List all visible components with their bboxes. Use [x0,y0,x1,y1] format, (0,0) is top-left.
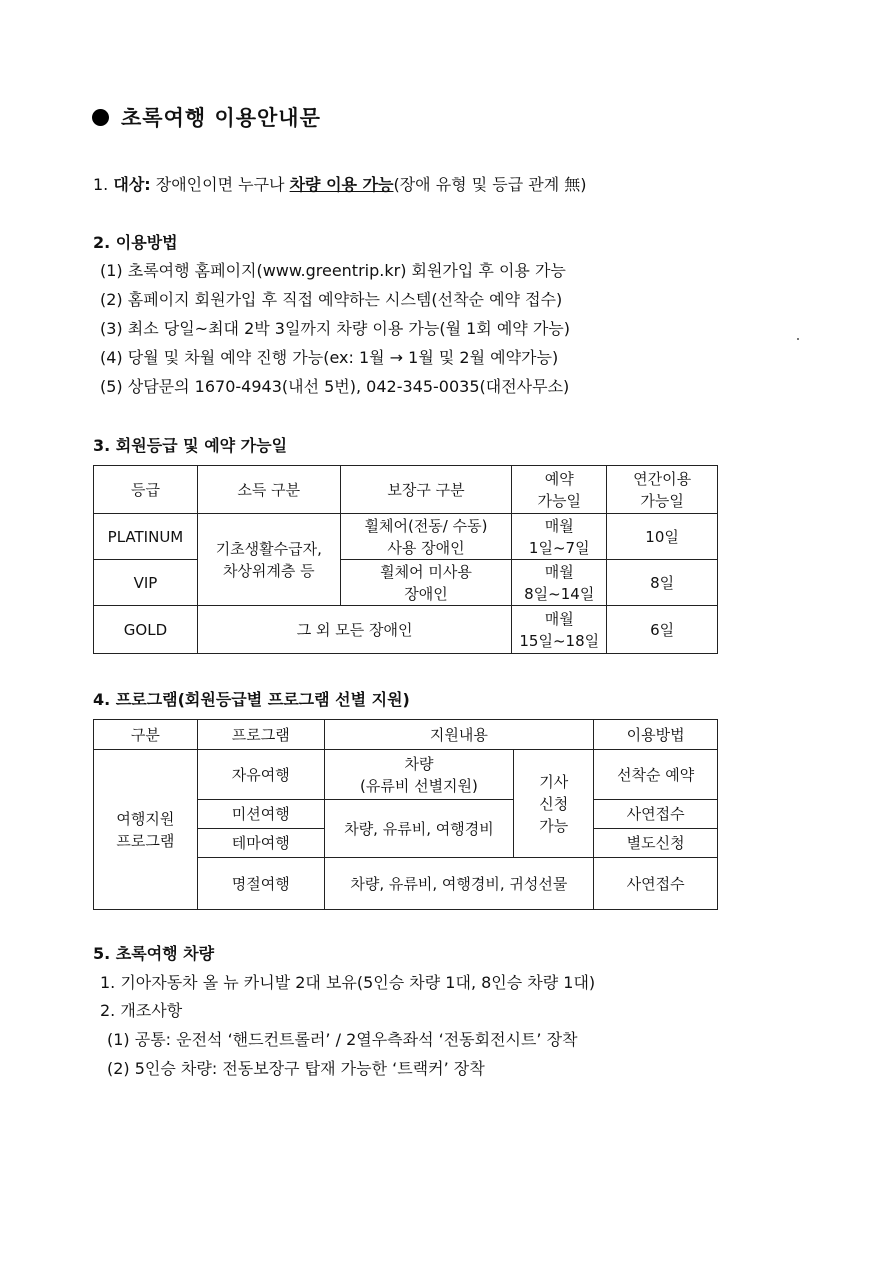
section-2-item: (4) 당월 및 차월 예약 진행 가능(ex: 1월 → 1월 및 2월 예약가능) [100,348,559,367]
section-3-heading: 3. 회원등급 및 예약 가능일 [93,436,288,455]
table-row: PLATINUM 기초생활수급자, 차상위계층 등 휠체어(전동/ 수동) 사용 장애인 매월 1일~7일 10일 [94,514,718,560]
section-4-heading: 4. 프로그램(회원등급별 프로그램 선별 지원) [93,690,410,709]
table-row: GOLD 그 외 모든 장애인 매월 15일~18일 6일 [94,606,718,654]
program-table [93,719,718,910]
grade-table [93,465,718,654]
table-header-row: 구분 프로그램 지원내용 이용방법 [94,720,718,750]
section-5-line: (2) 5인승 차량: 전동보장구 탑재 가능한 ‘트랙커’ 장착 [107,1059,485,1078]
table-row: 여행지원 프로그램 자유여행 차량 (유류비 선별지원) 기사 신청 가능 선착순 예약 [94,750,718,800]
section-2-item: (2) 홈페이지 회원가입 후 직접 예약하는 시스템(선착순 예약 접수) [100,290,563,309]
section-5-heading: 5. 초록여행 차량 [93,944,215,963]
table-row: 테마여행 별도신청 [94,829,718,858]
scan-dot [797,338,799,340]
section-2-item: (1) 초록여행 홈페이지(www.greentrip.kr) 회원가입 후 이용 가능 [100,261,566,280]
section-2-item: (3) 최소 당일~최대 2박 3일까지 차량 이용 가능(월 1회 예약 가능) [100,319,570,338]
table-row: 미션여행 차량, 유류비, 여행경비 사연접수 [94,800,718,829]
table-row: 명절여행 차량, 유류비, 여행경비, 귀성선물 사연접수 [94,858,718,910]
table-header-row: 등급 소득 구분 보장구 구분 예약 가능일 연간이용 가능일 [94,466,718,514]
table-row: VIP 휠체어 미사용 장애인 매월 8일~14일 8일 [94,560,718,606]
bullet-icon [92,109,109,126]
section-5-line: 1. 기아자동차 올 뉴 카니발 2대 보유(5인승 차량 1대, 8인승 차량 1대) [100,973,596,992]
section-5-line: 2. 개조사항 [100,1001,183,1020]
section-1: 1. 대상: 장애인이면 누구나 차량 이용 가능(장애 유형 및 등급 관계 無) [93,175,587,194]
section-5-line: (1) 공통: 운전석 ‘핸드컨트롤러’ / 2열우측좌석 ‘전동회전시트’ 장착 [107,1030,578,1049]
section-2-item: (5) 상담문의 1670-4943(내선 5번), 042-345-0035(대전사무소) [100,377,570,396]
page-title: 초록여행 이용안내문 [92,102,321,132]
section-2-heading: 2. 이용방법 [93,233,178,252]
